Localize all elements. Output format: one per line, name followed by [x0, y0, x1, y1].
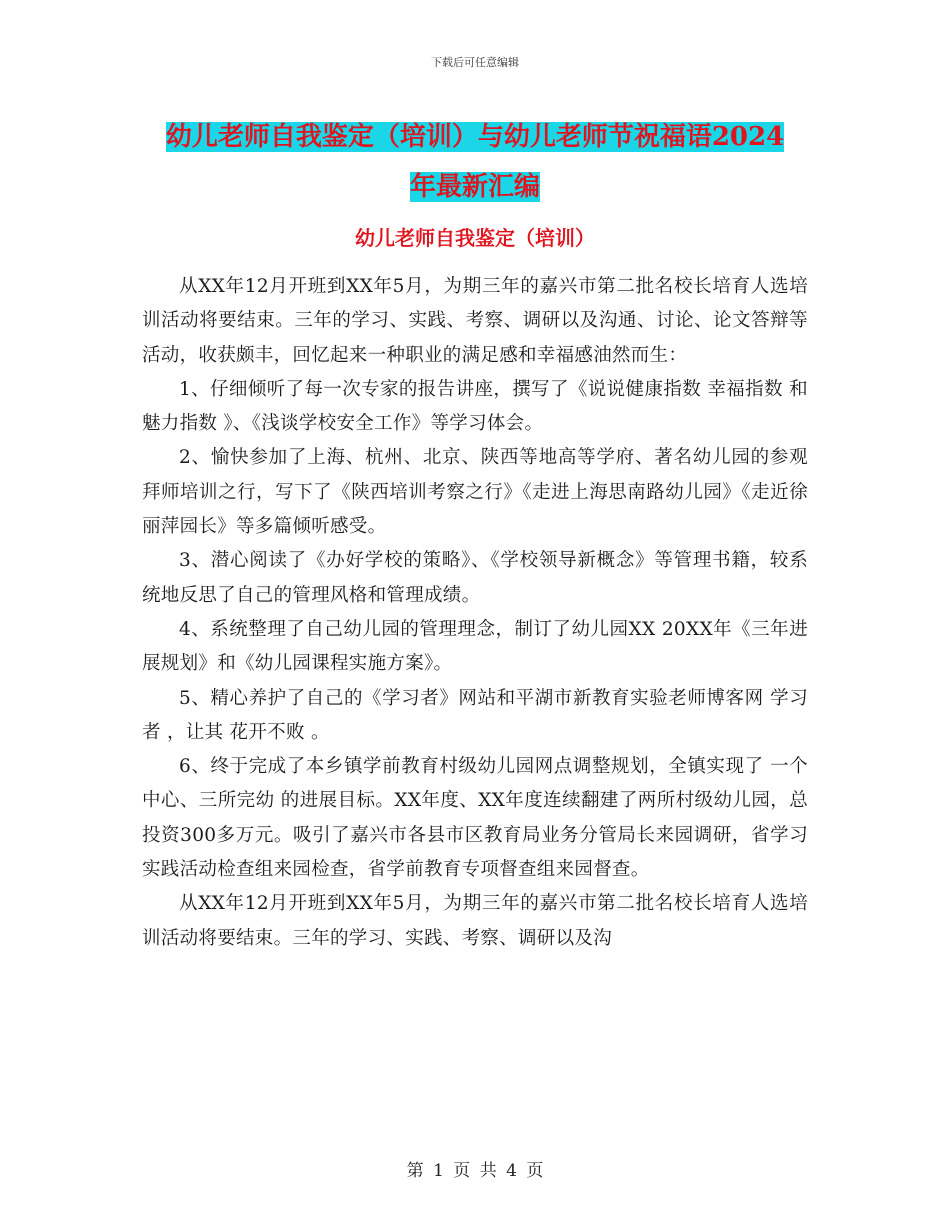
header-note: 下载后可任意编辑 — [431, 56, 519, 69]
document-title — [0, 112, 950, 212]
paragraph: 2、愉快参加了上海、杭州、北京、陕西等地高等学府、著名幼儿园的参观拜师培训之行，写下了《陕西培训考察之行》《走进上海思南路幼儿园》《走近徐丽萍园长》等多篇倾听感受。 — [142, 447, 808, 538]
paragraph: 从XX年12月开班到XX年5月，为期三年的嘉兴市第二批名校长培育人选培训活动将要结束。三年的学习、实践、考察、调研以及沟通、讨论、论文答辩等活动，收获颇丰，回忆起来一种职业的满足感和幸福感油然而生： — [142, 276, 808, 366]
title-line-2: 年最新汇编 — [409, 172, 540, 202]
section-title: 幼儿老师自我鉴定（培训） — [355, 226, 595, 250]
paragraph: 6、终于完成了本乡镇学前教育村级幼儿园网点调整规划，全镇实现了 一个中心、三所完幼 的进展目标。XX年度、XX年度连续翻建了两所村级幼儿园，总投资300多万元。吸引了嘉兴市各县市区教育局业务分管局长来园调研，省学习实践活动检查组来园检查，省学前教育专项督查组来园督查。 — [142, 756, 808, 881]
paragraph: 5、精心养护了自己的《学习者》网站和平湖市新教育实验老师博客网 学习者 ，让其 花开不败 。 — [142, 687, 808, 743]
document-body — [142, 270, 808, 956]
paragraph: 从XX年12月开班到XX年5月，为期三年的嘉兴市第二批名校长培育人选培训活动将要结束。三年的学习、实践、考察、调研以及沟 — [142, 893, 808, 949]
paragraph: 4、系统整理了自己幼儿园的管理理念，制订了幼儿园XX 20XX年《三年进展规划》和《幼儿园课程实施方案》。 — [142, 618, 808, 675]
paragraph: 1、仔细倾听了每一次专家的报告讲座，撰写了《说说健康指数 幸福指数 和 魅力指数 》、《浅谈学校安全工作》等学习体会。 — [142, 378, 808, 435]
paragraph: 3、潜心阅读了《办好学校的策略》、《学校领导新概念》等管理书籍，较系统地反思了自己的管理风格和管理成绩。 — [142, 550, 808, 606]
page-footer: 第 1 页 共 4 页 — [406, 1161, 544, 1181]
title-line-1: 幼儿老师自我鉴定（培训）与幼儿老师节祝福语2024 — [165, 122, 785, 152]
